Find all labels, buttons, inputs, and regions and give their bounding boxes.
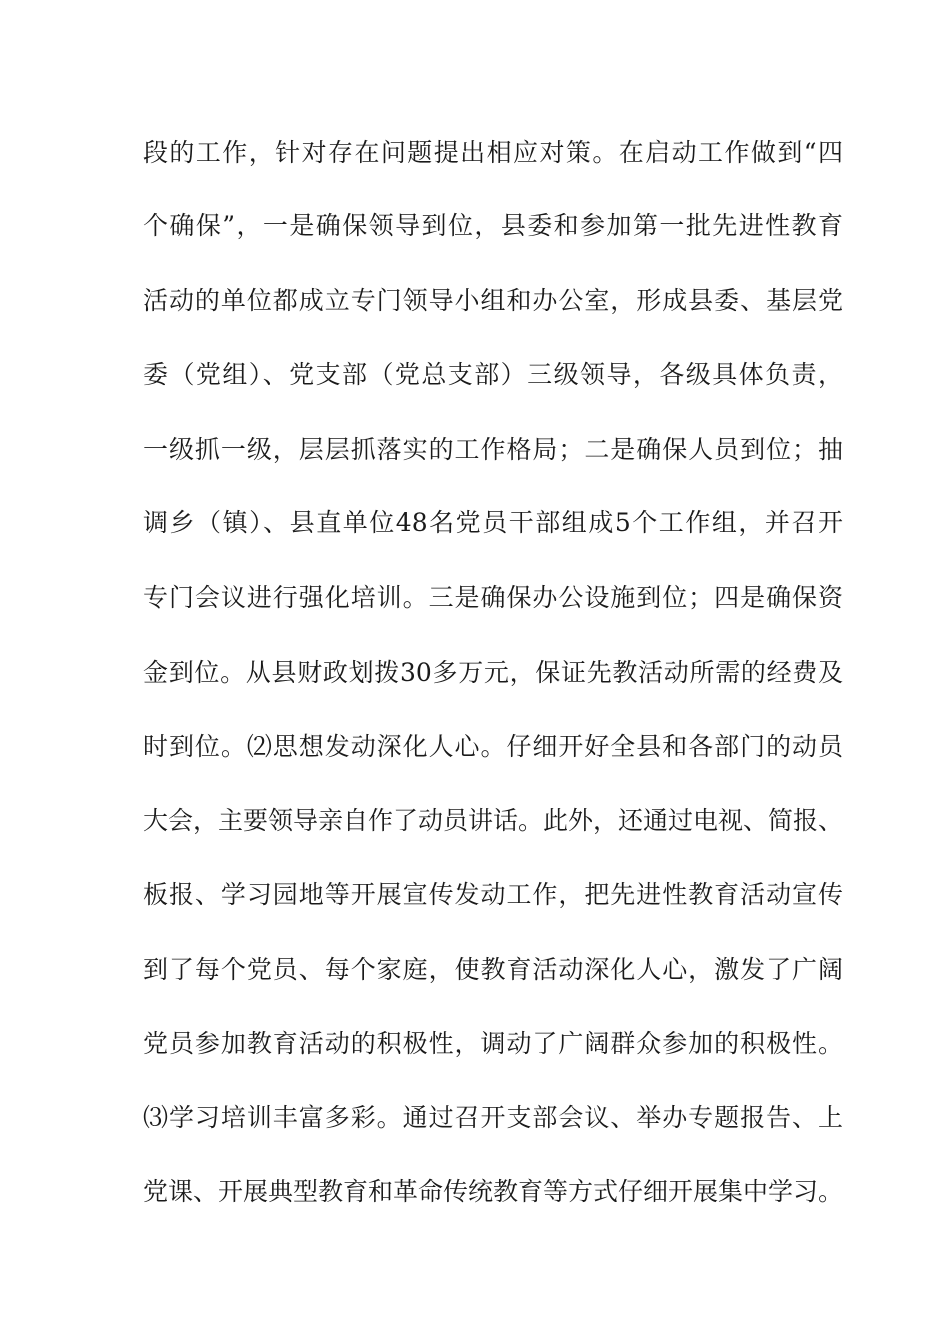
text-line-4: 委（党组）、党支部（党总支部）三级领导，各级具体负责，	[143, 360, 843, 389]
text-line-1: 段的工作，针对存在问题提出相应对策。在启动工作做到“四	[143, 138, 843, 167]
text-line-12: 到了每个党员、每个家庭，使教育活动深化人心，激发了广阔	[143, 955, 843, 984]
text-line-15: 党课、开展典型教育和革命传统教育等方式仔细开展集中学习。	[143, 1177, 844, 1206]
text-line-5: 一级抓一级，层层抓落实的工作格局；二是确保人员到位；抽	[143, 435, 843, 464]
text-line-8: 金到位。从县财政划拨30多万元，保证先教活动所需的经费及	[143, 658, 843, 687]
text-line-3: 活动的单位都成立专门领导小组和办公室，形成县委、基层党	[143, 286, 843, 315]
text-line-13: 党员参加教育活动的积极性，调动了广阔群众参加的积极性。	[143, 1029, 843, 1058]
text-line-11: 板报、学习园地等开展宣传发动工作，把先进性教育活动宣传	[143, 880, 843, 909]
text-line-14: ⑶学习培训丰富多彩。通过召开支部会议、举办专题报告、上	[143, 1103, 843, 1132]
text-line-9: 时到位。⑵思想发动深化人心。仔细开好全县和各部门的动员	[143, 732, 843, 761]
text-line-10: 大会，主要领导亲自作了动员讲话。此外，还通过电视、简报、	[143, 806, 844, 835]
text-line-7: 专门会议进行强化培训。三是确保办公设施到位；四是确保资	[143, 583, 843, 612]
text-line-2: 个确保”，一是确保领导到位，县委和参加第一批先进性教育	[143, 211, 843, 240]
text-line-6: 调乡（镇）、县直单位48名党员干部组成5个工作组，并召开	[143, 508, 843, 537]
